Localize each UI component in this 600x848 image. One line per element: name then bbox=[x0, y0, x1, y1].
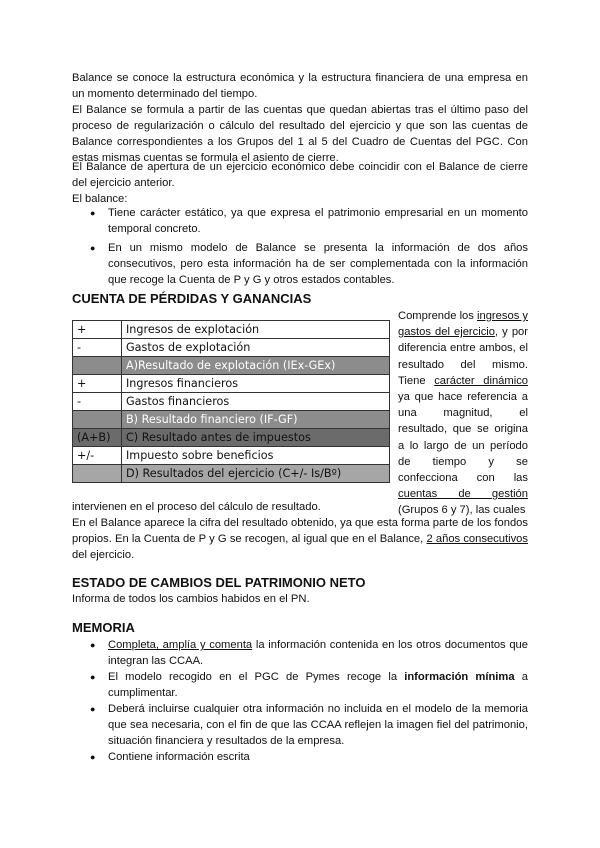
list-item: ● Contiene información escrita bbox=[90, 749, 528, 765]
ecpn-text: Informa de todos los cambios habidos en el PN. bbox=[72, 593, 310, 605]
label-cell: Ingresos de explotación bbox=[122, 321, 390, 339]
sign-cell: - bbox=[73, 393, 122, 411]
list-item: ● Tiene carácter estático, ya que expresa el patrimonio empresarial en un momento temporal concreto. bbox=[90, 205, 528, 237]
intro-paragraph-1: Balance se conoce la estructura económica y la estructura financiera de una empresa en un momento determinado del tiempo. bbox=[72, 72, 528, 100]
table-row bbox=[73, 393, 390, 411]
ecpn-heading: ESTADO DE CAMBIOS DEL PATRIMONIO NETO bbox=[72, 575, 366, 590]
side-underlined: ingresos y gastos del ejercicio bbox=[398, 310, 528, 339]
balance-bullet-list bbox=[90, 205, 528, 288]
pyg-heading: CUENTA DE PÉRDIDAS Y GANANCIAS bbox=[72, 291, 312, 306]
after-text: En el Balance aparece la cifra del resultado obtenido, ya que esta forma parte de los fondos propios. En la Cuenta de P y G se recogen, al igual que en el Balance, bbox=[72, 517, 528, 545]
intro-paragraph-4: El balance: bbox=[72, 193, 128, 205]
memoria-underlined: Completa, amplía y comenta bbox=[108, 639, 253, 651]
table-row bbox=[73, 339, 390, 357]
side-text: ya que hace referencia a una magnitud, el resultado, que se origina a lo largo de un período de tiempo y se confecciona con las bbox=[398, 391, 528, 485]
table-row bbox=[73, 429, 390, 447]
label-cell: B) Resultado financiero (IF-GF) bbox=[122, 411, 390, 429]
label-cell: A)Resultado de explotación (IEx-GEx) bbox=[122, 357, 390, 375]
sign-cell bbox=[73, 411, 122, 429]
sign-cell: - bbox=[73, 339, 122, 357]
pyg-after-2 bbox=[72, 515, 528, 563]
label-cell: Impuesto sobre beneficios bbox=[122, 447, 390, 465]
memoria-bold: información mínima bbox=[404, 671, 515, 683]
table-row bbox=[73, 447, 390, 465]
pyg-side-text bbox=[398, 308, 528, 519]
pyg-table bbox=[72, 320, 390, 483]
sign-cell bbox=[73, 357, 122, 375]
memoria-heading: MEMORIA bbox=[72, 620, 135, 635]
memoria-text: a cumplimentar. bbox=[108, 671, 528, 699]
label-cell: C) Resultado antes de impuestos bbox=[122, 429, 390, 447]
memoria-text: El modelo recogido en el PGC de Pymes recoge la bbox=[108, 671, 398, 683]
label-cell: Gastos financieros bbox=[122, 393, 390, 411]
side-text: Comprende los bbox=[398, 310, 474, 322]
memoria-bullet-list bbox=[90, 637, 528, 765]
sign-cell bbox=[73, 465, 122, 483]
table-row bbox=[73, 465, 390, 483]
label-cell: D) Resultados del ejercicio (C+/- Is/Bº) bbox=[122, 465, 390, 483]
intro-paragraph-2: El Balance se formula a partir de las cuentas que quedan abiertas tras el último paso del proceso de regularización o cálculo del resultado del ejercicio y que son las cuentas de Balance correspondientes a los Grupos del 1 al 5 del Cuadro de Cuentas del PGC. Con estas mismas cuentas se formula el asiento de cierre. bbox=[72, 104, 528, 164]
pyg-after-1: intervienen en el proceso del cálculo de resultado. bbox=[72, 501, 321, 513]
sign-cell: + bbox=[73, 321, 122, 339]
side-underlined: carácter dinámico bbox=[434, 374, 529, 387]
sign-cell: + bbox=[73, 375, 122, 393]
table-row bbox=[73, 411, 390, 429]
list-item bbox=[90, 637, 528, 669]
label-cell: Gastos de explotación bbox=[122, 339, 390, 357]
after-underlined: 2 años consecutivos bbox=[426, 533, 528, 545]
list-item: ● En un mismo modelo de Balance se presenta la información de dos años consecutivos, pero esta información ha de ser complementada con la información que recoge la Cuenta de P y G y otros estados contables. bbox=[90, 240, 528, 288]
list-item bbox=[90, 669, 528, 701]
list-item: ● Deberá incluirse cualquier otra información no incluida en el modelo de la memoria que sea necesaria, con el fin de que las CCAA reflejen la imagen fiel del patrimonio, situación financiera y resultados de la empresa. bbox=[90, 701, 528, 749]
table-row bbox=[73, 357, 390, 375]
intro-paragraph-3: El Balance de apertura de un ejercicio económico debe coincidir con el Balance de cierre del ejercicio anterior. bbox=[72, 161, 528, 189]
table-row bbox=[73, 321, 390, 339]
memoria-text: la información contenida en los otros documentos que integran las CCAA. bbox=[108, 639, 528, 667]
sign-cell: +/- bbox=[73, 447, 122, 465]
table-row bbox=[73, 375, 390, 393]
label-cell: Ingresos financieros bbox=[122, 375, 390, 393]
after-text: del ejercicio. bbox=[72, 549, 135, 561]
side-underlined: cuentas de gestión bbox=[398, 488, 528, 501]
side-text: (Grupos 6 y 7), las cuales bbox=[398, 504, 526, 517]
sign-cell: (A+B) bbox=[73, 429, 122, 447]
side-text: , y por diferencia entre ambos, el resultado del mismo. Tiene bbox=[398, 326, 528, 387]
